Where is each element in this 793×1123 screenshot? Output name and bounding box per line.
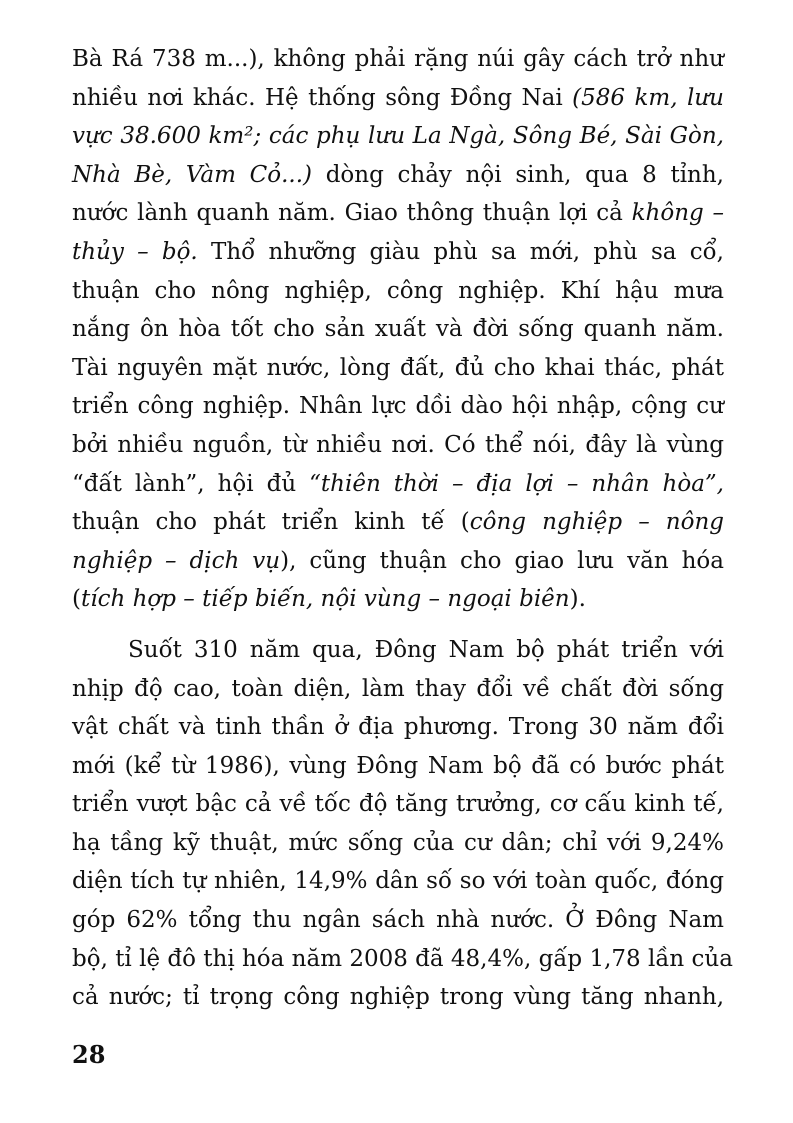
- text-line: [72, 978, 724, 1017]
- text-span: diện tích tự nhiên, 14,9% dân số so với toàn quốc, đóng: [72, 868, 724, 895]
- text-span: mới (kể từ 1986), vùng Đông Nam bộ đã có bước phát: [72, 752, 724, 779]
- text-span: ).: [569, 586, 586, 613]
- text-line: [72, 747, 724, 786]
- italic-text: Nhà Bè, Vàm Cỏ...): [72, 161, 312, 188]
- text-line: [72, 465, 724, 504]
- text-span: ), cũng thuận cho giao lưu văn hóa: [280, 547, 724, 574]
- text-span: nước lành quanh năm. Giao thông thuận lợi cả: [72, 200, 632, 227]
- text-span: triển vượt bậc cả về tốc độ tăng trưởng, cơ cấu kinh tế,: [72, 791, 724, 818]
- text-line: [72, 785, 724, 824]
- paragraph-2: [72, 631, 733, 1017]
- text-line: [72, 426, 724, 465]
- italic-text: vực 38.600 km²; các phụ lưu La Ngà, Sông Bé, Sài Gòn,: [72, 123, 724, 150]
- text-line: [72, 670, 724, 709]
- italic-text: tích hợp – tiếp biến, nội vùng – ngoại biên: [80, 586, 570, 613]
- italic-text: thủy – bộ.: [72, 238, 198, 265]
- text-line: [72, 272, 724, 311]
- text-line: [72, 503, 724, 542]
- text-span: Tài nguyên mặt nước, lòng đất, đủ cho khai thác, phát: [72, 354, 724, 381]
- text-span: bởi nhiều nguồn, từ nhiều nơi. Có thể nói, đây là vùng: [72, 431, 724, 458]
- text-line: [72, 156, 724, 195]
- paragraph-1: [72, 40, 724, 619]
- text-span: Thổ nhưỡng giàu phù sa mới, phù sa cổ,: [197, 238, 724, 265]
- text-span: thuận cho phát triển kinh tế (: [72, 509, 470, 536]
- text-span: vật chất và tinh thần ở địa phương. Trong 30 năm đổi: [72, 714, 724, 741]
- text-line: [72, 233, 724, 272]
- text-line: [72, 310, 724, 349]
- text-span: góp 62% tổng thu ngân sách nhà nước. Ở Đông Nam: [72, 907, 724, 934]
- italic-text: công nghiệp – nông: [469, 509, 724, 536]
- text-line: [72, 79, 724, 118]
- text-span: triển công nghiệp. Nhân lực dồi dào hội nhập, cộng cư: [72, 393, 724, 420]
- text-line: [72, 542, 724, 581]
- page-number: 28: [72, 1040, 106, 1069]
- text-span: nắng ôn hòa tốt cho sản xuất và đời sống quanh năm.: [72, 316, 724, 343]
- text-line: [72, 194, 724, 233]
- text-line: [72, 117, 724, 156]
- text-span: “đất lành”, hội đủ: [72, 470, 310, 497]
- text-span: nhiều nơi khác. Hệ thống sông Đồng Nai: [72, 84, 573, 111]
- text-span: (: [72, 586, 81, 613]
- text-line: [72, 631, 724, 670]
- book-page: [72, 40, 733, 1017]
- text-line: [72, 387, 724, 426]
- text-line: [72, 708, 724, 747]
- text-line: [72, 349, 724, 388]
- italic-text: nghiệp – dịch vụ: [72, 547, 281, 574]
- text-line: [72, 901, 724, 940]
- text-span: thuận cho nông nghiệp, công nghiệp. Khí hậu mưa: [72, 277, 724, 304]
- text-span: dòng chảy nội sinh, qua 8 tỉnh,: [311, 161, 724, 188]
- text-span: nhịp độ cao, toàn diện, làm thay đổi về chất đời sống: [72, 675, 724, 702]
- text-line: [72, 40, 724, 79]
- text-line: [72, 824, 724, 863]
- italic-text: không –: [631, 200, 724, 227]
- text-line: [72, 862, 724, 901]
- text-span: Suốt 310 năm qua, Đông Nam bộ phát triển với: [128, 636, 724, 663]
- text-span: bộ, tỉ lệ đô thị hóa năm 2008 đã 48,4%, gấp 1,78 lần của: [72, 945, 733, 972]
- text-span: hạ tầng kỹ thuật, mức sống của cư dân; chỉ với 9,24%: [72, 829, 724, 856]
- text-line: [72, 580, 724, 619]
- text-span: cả nước; tỉ trọng công nghiệp trong vùng tăng nhanh,: [72, 984, 724, 1011]
- italic-text: (586 km, lưu: [572, 84, 724, 111]
- italic-text: “thiên thời – địa lợi – nhân hòa”,: [309, 470, 724, 497]
- text-line: [72, 940, 733, 979]
- text-span: Bà Rá 738 m...), không phải rặng núi gây cách trở như: [72, 46, 724, 72]
